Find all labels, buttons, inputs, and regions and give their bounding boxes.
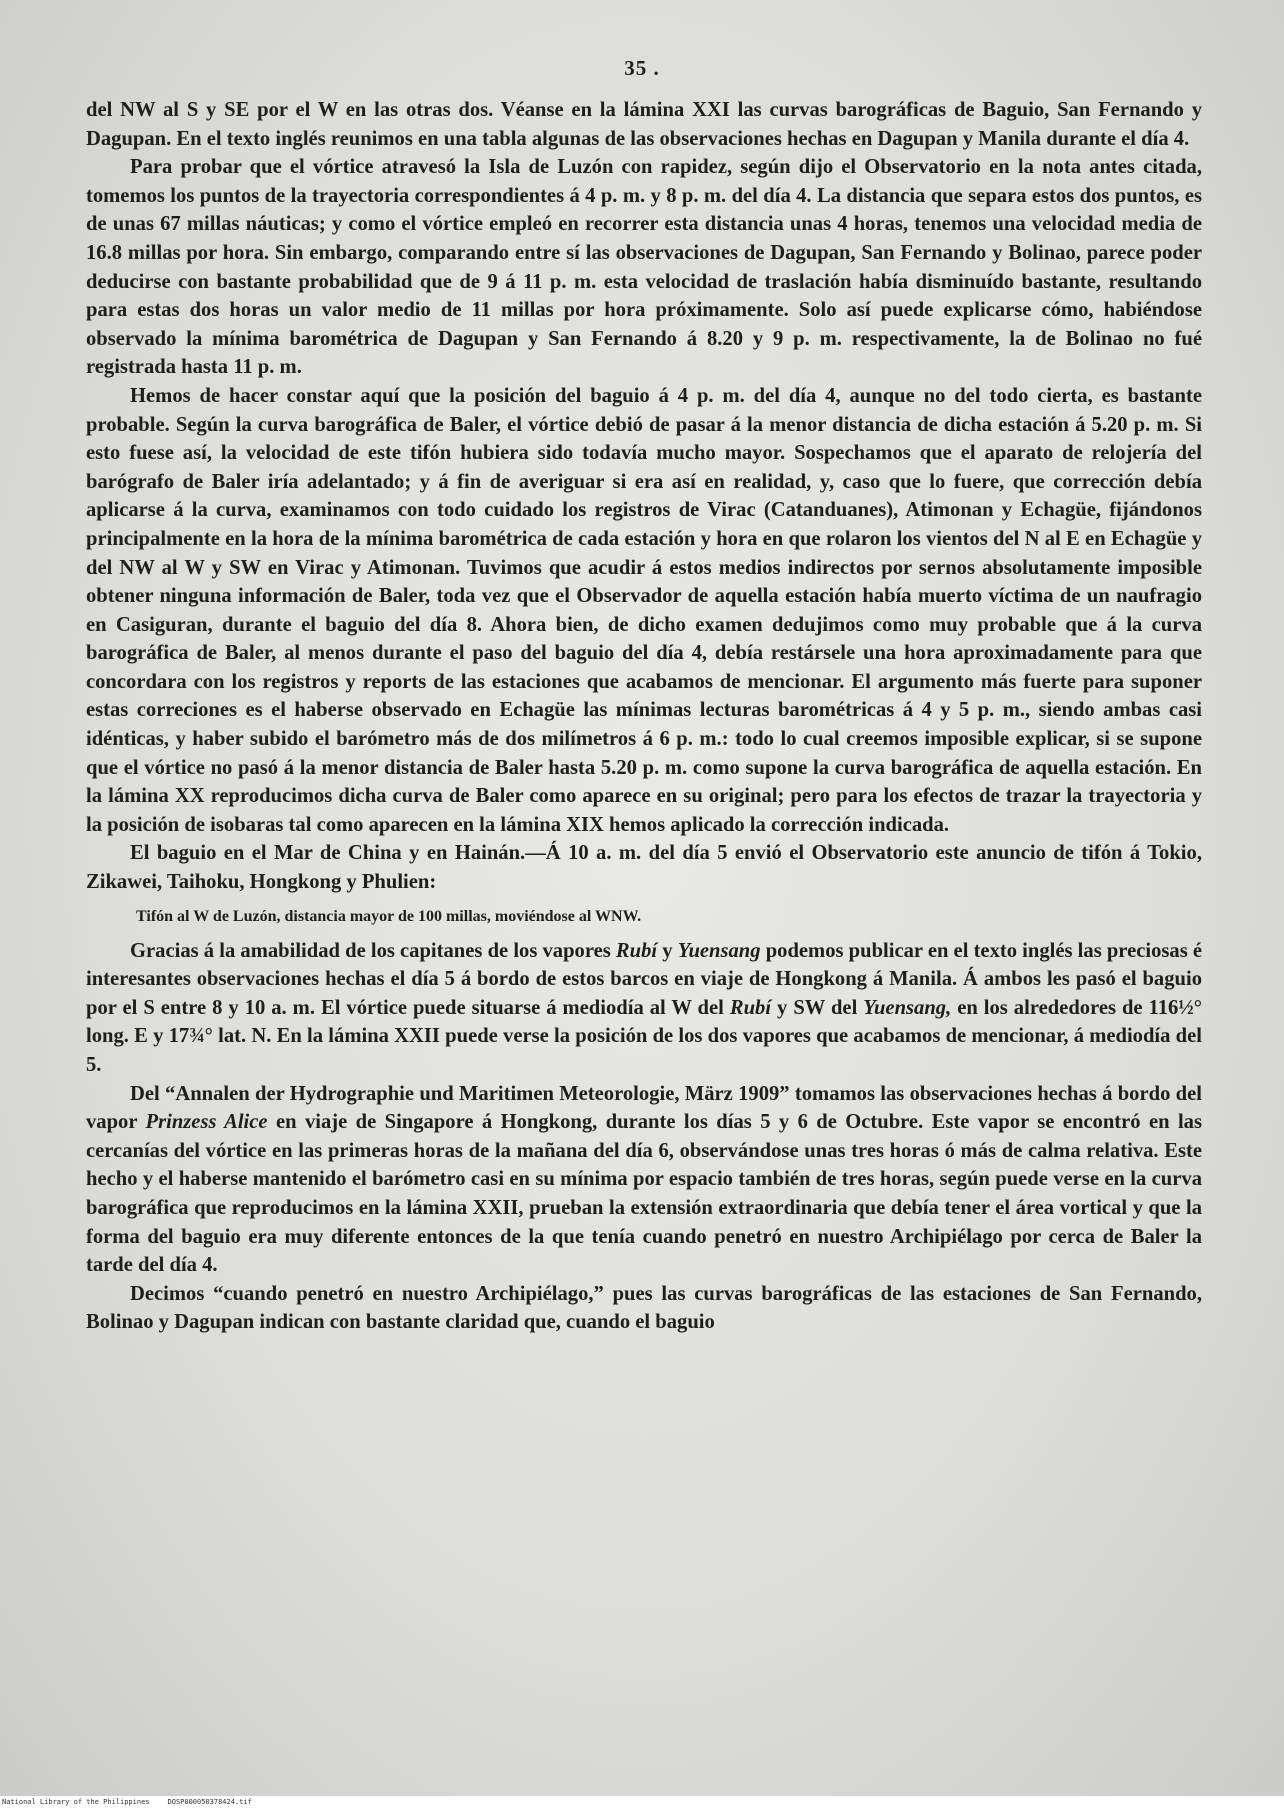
paragraph-china-sea xyxy=(86,839,1202,896)
section-heading: El baguio en el Mar de China y en Hainán. xyxy=(130,842,526,865)
text-run: y xyxy=(657,939,678,962)
section-intro: —Á 10 a. m. del día 5 envió el Observatorio este anuncio de tifón á Tokio, Zikawei, Taihoku, Hongkong y Phulien: xyxy=(86,842,1202,894)
ship-name-rubi: Rubí xyxy=(729,996,772,1019)
footer-filename: DOSP000050378424.tif xyxy=(167,1798,252,1806)
text-run: y SW del xyxy=(771,996,864,1019)
paragraph-baler-correction: Hemos de hacer constar aquí que la posición del baguio á 4 p. m. del día 4, aunque no del todo cierta, es bastante probable. Según la curva barográfica de Baler, el vórtice debió de pasar á la menor distancia de dicha estación á 5.20 p. m. Si esto fuese así, la velocidad de este tifón hubiera sido todavía mucho mayor. Sospechamos que el aparato de relojería del barógrafo de Baler iría adelantado; y á fin de averiguar si era así en realidad, y, caso que lo fuere, que corrección debía aplicarse á la curva, examinamos con todo cuidado los registros de Virac (Catanduanes), Atimonan y Echagüe, fijándonos principalmente en la hora de la mínima barométrica de cada estación y hora en que rolaron los vientos del N al E en Echagüe y del NW al W y SW en Virac y Atimonan. Tuvimos que acudir á estos medios indirectos por sernos absolutamente imposible obtener ninguna información de Baler, toda vez que el Observador de aquella estación había muerto víctima de un naufragio en Casiguran, durante el baguio del día 8. Ahora bien, de dicho examen dedujimos como muy probable que á la curva barográfica de Baler, al menos durante el paso del baguio del día 4, debía restársele una hora aproximadamente para que concordara con los registros y reports de las estaciones que acabamos de mencionar. El argumento más fuerte para suponer estas correciones es el haberse observado en Echagüe las mínimas lecturas barométricas á 4 y 5 p. m., siendo ambas casi idénticas, y haber subido el barómetro más de dos milímetros á 6 p. m.: todo lo cual creemos imposible explicar, si se supone que el vórtice no pasó á la menor distancia de Baler hasta 5.20 p. m. como supone la curva barográfica de aquella estación. En la lámina XX reproducimos dicha curva de Baler como aparece en su original; pero para los efectos de trazar la trayectoria y la posición de isobaras tal como aparecen en la lámina XIX hemos aplicado la corrección indicada. xyxy=(86,384,1202,836)
paragraph-prinzess-alice xyxy=(86,1080,1202,1280)
page-number: 35 . xyxy=(624,56,660,80)
footer-library: National Library of the Philippines xyxy=(2,1798,150,1806)
text-run: Del “Annalen der Hydrographie und Maritimen Meteorologie, März 1909” tomamos las observaciones hechas á bordo del vapor xyxy=(86,1082,1202,1134)
ship-name-yuensang: Yuensang, xyxy=(863,996,952,1019)
paragraph-vortex-speed: Para probar que el vórtice atravesó la Isla de Luzón con rapidez, según dijo el Observatorio en la nota antes citada, tomemos los puntos de la trayectoria correspondientes á 4 p. m. y 8 p. m. del día 4. La distancia que separa estos dos puntos, es de unas 67 millas náuticas; y como el vórtice empleó en recorrer esta distancia unas 4 horas, tenemos una velocidad media de 16.8 millas por hora. Sin embargo, comparando entre sí las observaciones de Dagupan, San Fernando y Bolinao, parece poder deducirse con bastante probabilidad que de 9 á 11 p. m. esta velocidad de traslación había disminuído bastante, resultando para estas dos horas un valor medio de 11 millas por hora próximamente. Solo así puede explicarse cómo, habiéndose observado la mínima barométrica de Dagupan y San Fernando á 8.20 y 9 p. m. respectivamente, la de Bolinao no fué registrada hasta 11 p. m. xyxy=(86,156,1202,379)
scan-footer xyxy=(0,1796,1284,1808)
ship-name-prinzess-alice: Prinzess Alice xyxy=(145,1111,268,1134)
body-text xyxy=(86,96,1202,1337)
text-run: podemos publicar en el texto inglés las preciosas é interesantes observaciones hechas el día 5 á bordo de estos barcos en viaje de Hongkong á Manila. Á ambos les pasó el baguio por el S entre 8 y 10 a. m. El vórtice puede situarse á mediodía al W del xyxy=(86,939,1202,1019)
typhoon-warning-telegram: Tifón al W de Luzón, distancia mayor de 100 millas, moviéndose al WNW. xyxy=(136,907,642,925)
ship-name-rubi: Rubí xyxy=(615,939,658,962)
text-run: en los alrededores de 116½° long. E y 17¾° lat. N. En la lámina XXII puede verse la posición de los dos vapores que acabamos de mencionar, á mediodía del 5. xyxy=(86,996,1202,1076)
ship-name-yuensang: Yuensang xyxy=(677,939,761,962)
text-run: Gracias á la amabilidad de los capitanes de los vapores xyxy=(130,939,616,962)
paragraph-last: Decimos “cuando penetró en nuestro Archipiélago,” pues las curvas barográficas de las estaciones de San Fernando, Bolinao y Dagupan indican con bastante claridad que, cuando el baguio xyxy=(86,1282,1202,1334)
text-run: en viaje de Singapore á Hongkong, durante los días 5 y 6 de Octubre. Este vapor se encontró en las cercanías del vórtice en las primeras horas de la mañana del día 6, observándose unas tres horas ó más de calma relativa. Este hecho y el haberse mantenido el barómetro casi en su mínima por espacio también de tres horas, según puede verse en la curva barográfica que reproducimos en la lámina XXII, prueban la extensión extraordinaria que debía tener el área vortical y que la forma del baguio era muy diferente entonces de la que tenía cuando penetró en nuestro Archipiélago por cerca de Baler la tarde del día 4. xyxy=(86,1111,1202,1277)
paragraph-steamers xyxy=(86,937,1202,1080)
paragraph-continuation: del NW al S y SE por el W en las otras dos. Véanse en la lámina XXI las curvas barográficas de Baguio, San Fernando y Dagupan. En el texto inglés reunimos en una tabla algunas de las observaciones hechas en Dagupan y Manila durante el día 4. xyxy=(86,99,1202,150)
